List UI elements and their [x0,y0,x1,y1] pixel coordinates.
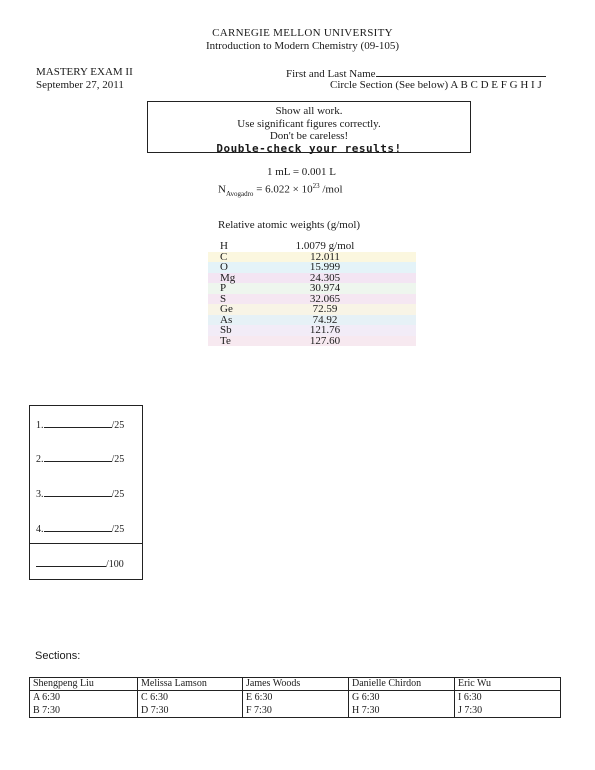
score-blank[interactable] [44,418,112,428]
sections-label: Sections: [35,650,81,662]
instructor-name: Melissa Lamson [138,678,243,691]
question-max: /25 [111,420,125,431]
section-times [349,691,455,718]
element-weight: 121.76 [309,324,341,336]
atomic-weight-row [208,241,416,252]
element-symbol: S [220,292,227,305]
avogadro-subscript: Avogadro [225,189,254,198]
section-e: E 6:30 [246,692,273,703]
atomic-weight-row [208,262,416,273]
avogadro-constant [218,182,343,198]
section-d: D 7:30 [141,705,169,716]
score-row-2[interactable] [36,452,124,465]
section-i: I 6:30 [458,692,482,703]
element-weight: 15.999 [309,261,341,273]
atomic-weight-row [208,325,416,336]
section-times [138,691,243,718]
element-symbol: Mg [220,271,236,284]
score-box [29,405,143,580]
exam-title: MASTERY EXAM II [36,66,133,78]
name-field[interactable] [286,66,546,80]
ml-conversion: 1 mL = 0.001 L [266,166,337,178]
instructor-name: Danielle Chirdon [349,678,455,691]
instructions-box [147,101,471,153]
element-weight: 30.974 [309,282,341,294]
element-symbol: Ge [220,303,233,315]
score-total-row[interactable] [36,557,124,570]
question-number: 3. [36,489,44,500]
atomic-weight-row [208,304,416,315]
instruction-show-work: Show all work. [275,105,343,117]
element-weight: 72.59 [312,303,338,315]
instruction-sig-figs: Use significant figures correctly. [237,117,381,130]
atomic-weight-row [208,336,416,347]
section-times [243,691,349,718]
name-blank[interactable] [376,66,546,77]
element-weight: 74.92 [312,313,338,326]
score-blank[interactable] [44,452,112,462]
question-number: 2. [36,454,44,465]
section-a: A 6:30 [33,692,60,703]
course-title: Introduction to Modern Chemistry (09-105) [205,40,400,52]
total-max: /100 [106,559,124,570]
score-row-3[interactable] [36,487,124,500]
question-max: /25 [111,524,125,535]
avogadro-symbol: N [218,183,226,196]
score-blank[interactable] [44,522,112,532]
element-symbol: As [220,313,233,326]
avogadro-value: = 6.022 × 10 [253,183,313,196]
instruction-careless: Don't be careless! [269,130,349,142]
instructor-name: James Woods [243,678,349,691]
question-number: 4. [36,524,44,535]
score-row-1[interactable] [36,418,124,431]
element-symbol: O [220,261,228,273]
avogadro-unit: /mol [319,183,343,196]
element-symbol: P [220,282,227,294]
section-c: C 6:30 [141,692,168,703]
exam-info [36,66,133,92]
question-max: /25 [111,454,125,465]
atomic-weights-title: Relative atomic weights (g/mol) [218,219,361,231]
element-symbol: Sb [220,324,232,336]
element-weight: 1.0079 g/mol [295,240,355,252]
element-symbol: H [220,240,228,252]
element-weight: 127.60 [309,334,341,347]
score-blank[interactable] [44,487,112,497]
section-circle-label: Circle Section (See below) A B C D E F G H I J [330,79,542,91]
question-number: 1. [36,420,44,431]
instructor-name: Shengpeng Liu [30,678,138,691]
name-label: First and Last Name [286,68,376,80]
section-j: J 7:30 [458,705,483,716]
question-max: /25 [111,489,125,500]
section-times-row [30,691,561,718]
element-weight: 32.065 [309,292,341,305]
section-g: G 6:30 [352,692,380,703]
exam-date: September 27, 2011 [36,79,124,91]
atomic-weight-row [208,294,416,305]
instructor-row [30,678,561,691]
element-symbol: Te [220,334,231,347]
section-h: H 7:30 [352,705,380,716]
instructor-name: Eric Wu [455,678,561,691]
university-name: CARNEGIE MELLON UNIVERSITY [212,27,393,39]
total-blank[interactable] [36,557,106,567]
element-weight: 12.011 [310,250,340,263]
score-row-4[interactable] [36,522,124,535]
section-f: F 7:30 [246,705,272,716]
sections-table [29,677,561,718]
atomic-weight-row [208,283,416,294]
avogadro-exponent: 23 [312,182,320,190]
section-b: B 7:30 [33,705,60,716]
element-symbol: C [220,250,228,263]
section-times [30,691,138,718]
instruction-double-check: Double-check your results! [216,141,402,155]
element-weight: 24.305 [309,271,341,284]
score-divider [30,543,142,544]
section-times [455,691,561,718]
atomic-weights-table [208,241,416,346]
